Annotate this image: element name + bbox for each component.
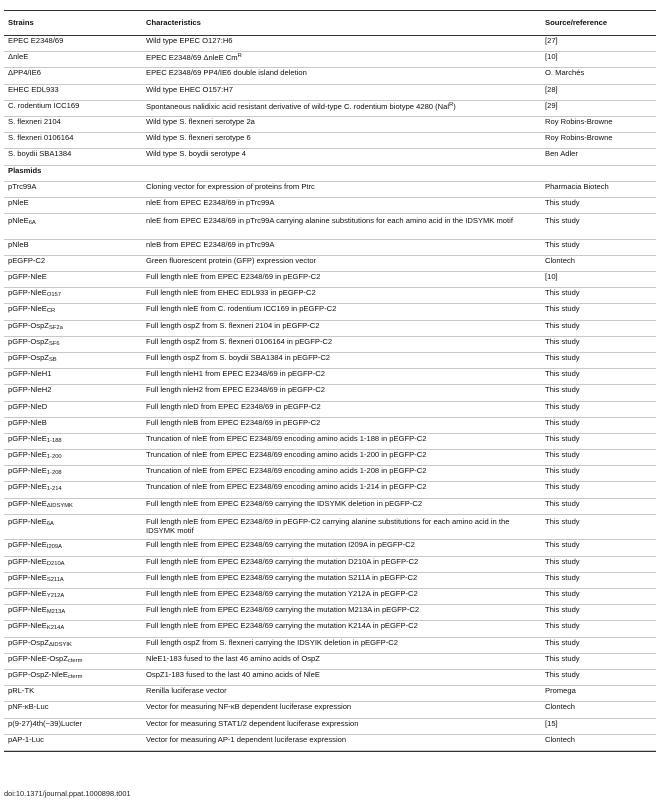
characteristics-cell [142,401,541,417]
table-row [4,433,656,449]
name-cell [4,466,142,482]
table-row [4,718,656,734]
characteristics-cell [142,52,541,68]
source-cell: This study [541,556,656,572]
table-row [4,734,656,750]
strains-plasmids-table [4,10,656,751]
source-cell: This study [541,304,656,320]
table-row [4,197,656,213]
table-row [4,84,656,100]
name-cell [4,304,142,320]
name-text: pGFP-NleB [8,417,47,427]
characteristics-text: OspZ1-183 fused to the last 40 amino acids of NleE [146,669,320,679]
name-cell [4,385,142,401]
characteristics-cell [142,369,541,385]
characteristics-text: Truncation of nleE from EPEC E2348/69 encoding amino acids 1-214 in pEGFP-C2 [146,482,427,492]
characteristics-tail: ) [453,101,456,111]
name-cell [4,255,142,271]
characteristics-text: Cloning vector for expression of proteins from Ptrc [146,181,315,191]
name-cell [4,352,142,368]
characteristics-text: Wild type S. flexneri serotype 2a [146,116,255,126]
characteristics-text: Vector for measuring STAT1/2 dependent luciferase expression [146,718,359,728]
source-cell: Clontech [541,702,656,718]
characteristics-cell [142,197,541,213]
name-subscript: CR [46,308,56,315]
name-cell [4,433,142,449]
source-cell: Roy Robins-Browne [541,116,656,132]
name-text: pGFP-OspZ [8,336,49,346]
name-text: S. boydii SBA1384 [8,149,72,159]
name-text: pEGFP-C2 [8,255,46,265]
table-row [4,52,656,68]
source-cell: This study [541,466,656,482]
source-cell: Pharmacia Biotech [541,181,656,197]
name-subscript: cterm [67,673,83,680]
characteristics-cell [142,466,541,482]
characteristics-cell [142,637,541,653]
name-subscript: M213A [46,609,66,616]
name-text: pGFP-NleE [8,288,47,298]
characteristics-text: Spontaneous nalidixic acid resistant derivative of wild-type C. rodentium biotype 4280 (Nal [146,101,450,111]
characteristics-cell [142,718,541,734]
characteristics-text: Full length nleH1 from EPEC E2348/69 in pEGFP-C2 [146,369,325,379]
source-cell: This study [541,572,656,588]
source-cell: This study [541,417,656,433]
name-text: S. flexneri 0106164 [8,133,74,143]
name-text: pGFP-NleH1 [8,369,52,379]
name-text: pGFP-NleE [8,540,47,550]
characteristics-text: Full length ospZ from S. boydii SBA1384 in pEGFP-C2 [146,352,331,362]
characteristics-cell [142,68,541,84]
characteristics-text: Vector for measuring NF-κB dependent luciferase expression [146,702,352,712]
source-cell: This study [541,401,656,417]
characteristics-cell [142,450,541,466]
name-text: pRL-TK [8,686,35,696]
characteristics-text: Full length nleE from EPEC E2348/69 carrying the IDSYMK deletion in pEGFP-C2 [146,498,423,508]
characteristics-cell [142,36,541,52]
doi-caption: doi:10.1371/journal.ppat.1000898.t001 [4,789,131,798]
header-source: Source/reference [541,10,656,36]
characteristics-text: EPEC E2348/69 PP4/IE6 double island deletion [146,68,307,78]
table-row [4,605,656,621]
name-cell [4,36,142,52]
characteristics-superscript: R [449,101,454,108]
name-subscript: 1-214 [46,486,62,493]
name-subscript: S211A [46,576,64,583]
name-cell [4,637,142,653]
name-text: pAP-1-Luc [8,734,44,744]
characteristics-cell [142,133,541,149]
name-cell [4,621,142,637]
plasmids-heading: Plasmids [4,165,656,181]
table-row [4,498,656,514]
table-row [4,589,656,605]
characteristics-cell [142,84,541,100]
table-row [4,239,656,255]
table-row [4,621,656,637]
name-cell [4,214,142,240]
table-row [4,133,656,149]
name-cell [4,669,142,685]
name-text: ΔnleE [8,52,29,62]
characteristics-text: nleE from EPEC E2348/69 in pTrc99A carrying alanine substitutions for each amino acid in the IDSYMK motif [146,216,513,226]
characteristics-text: Full length nleE from EPEC E2348/69 in pEGFP-C2 [146,272,321,282]
table-row [4,288,656,304]
name-text: pGFP-NleE [8,556,47,566]
name-text: pGFP-NleE [8,572,47,582]
source-cell: This study [541,433,656,449]
name-cell [4,653,142,669]
source-cell: Ben Adler [541,149,656,165]
characteristics-text: nleE from EPEC E2348/69 in pTrc99A [146,197,275,207]
source-cell: This study [541,288,656,304]
name-cell [4,84,142,100]
characteristics-cell [142,417,541,433]
name-subscript: Y212A [46,593,65,599]
characteristics-text: Green fluorescent protein (GFP) expression vector [146,255,317,265]
source-cell: This study [541,605,656,621]
name-subscript: D210A [46,560,65,567]
name-subscript: 1-188 [46,437,62,444]
table-row [4,466,656,482]
source-cell: [10] [541,52,656,68]
characteristics-cell [142,116,541,132]
characteristics-text: Full length nleH2 from EPEC E2348/69 in pEGFP-C2 [146,385,325,395]
table-row [4,540,656,556]
name-cell [4,52,142,68]
name-text: pNF-κB-Luc [8,702,49,712]
characteristics-cell [142,702,541,718]
characteristics-text: EPEC E2348/69 ΔnleE Cm [146,53,238,63]
name-cell [4,197,142,213]
source-cell: [29] [541,100,656,116]
characteristics-text: Truncation of nleE from EPEC E2348/69 encoding amino acids 1-208 in pEGFP-C2 [146,466,427,476]
source-cell: This study [541,385,656,401]
table-row [4,401,656,417]
name-text: pNleB [8,239,29,249]
plasmids-section-row [4,165,656,181]
name-subscript: cterm [67,657,83,664]
table-row [4,214,656,240]
table-row [4,686,656,702]
name-cell [4,288,142,304]
characteristics-cell [142,556,541,572]
name-cell [4,514,142,540]
characteristics-text: Full length nleE from C. rodentium ICC169 in pEGFP-C2 [146,304,337,314]
source-cell: This study [541,336,656,352]
table-row [4,352,656,368]
table-row [4,572,656,588]
characteristics-text: Wild type S. boydii serotype 4 [146,149,247,159]
name-text: pGFP-NleE [8,466,47,476]
table-row [4,272,656,288]
characteristics-cell [142,272,541,288]
source-cell: [15] [541,718,656,734]
characteristics-text: Truncation of nleE from EPEC E2348/69 encoding amino acids 1-188 in pEGFP-C2 [146,433,427,443]
name-subscript: SF2a [48,324,63,331]
characteristics-cell [142,320,541,336]
table-row [4,450,656,466]
name-cell [4,272,142,288]
name-text: pGFP-OspZ [8,352,49,362]
characteristics-text: Full length nleE from EPEC E2348/69 carrying the mutation K214A in pEGFP-C2 [146,621,418,631]
characteristics-cell [142,304,541,320]
characteristics-cell [142,352,541,368]
source-cell: [28] [541,84,656,100]
table-row [4,702,656,718]
source-cell: This study [541,450,656,466]
name-text: pGFP-NleE [8,605,47,615]
characteristics-text: Renilla luciferase vector [146,686,227,696]
name-text: p(9-27)4th(−39)Lucter [8,718,83,728]
name-text: pGFP-NleH2 [8,385,52,395]
name-cell [4,556,142,572]
source-cell: Clontech [541,255,656,271]
characteristics-cell [142,181,541,197]
characteristics-text: Full length nleE from EPEC E2348/69 carrying the mutation I209A in pEGFP-C2 [146,540,415,550]
source-cell: This study [541,621,656,637]
name-cell [4,100,142,116]
characteristics-cell [142,605,541,621]
name-cell [4,572,142,588]
name-cell [4,336,142,352]
name-cell [4,181,142,197]
characteristics-superscript: R [237,53,242,60]
name-cell [4,686,142,702]
name-subscript: I209A [46,544,62,551]
table-row [4,116,656,132]
name-text: pNleE [8,197,29,207]
name-subscript: SF6 [48,340,60,347]
name-text: pGFP-NleE [8,516,47,526]
source-cell: This study [541,197,656,213]
source-cell: Clontech [541,734,656,750]
characteristics-text: Full length nleD from EPEC E2348/69 in pEGFP-C2 [146,401,321,411]
characteristics-cell [142,540,541,556]
table-row [4,669,656,685]
name-text: ΔPP4/IE6 [8,68,41,78]
table-row [4,637,656,653]
name-text: pGFP-NleE-OspZ [8,653,68,663]
table-row [4,149,656,165]
source-cell: This study [541,540,656,556]
characteristics-text: Vector for measuring AP-1 dependent luciferase expression [146,734,347,744]
source-cell: This study [541,514,656,540]
characteristics-cell [142,214,541,240]
characteristics-cell [142,255,541,271]
source-cell: [10] [541,272,656,288]
source-cell: This study [541,669,656,685]
source-cell: Promega [541,686,656,702]
name-subscript: 6A [28,220,36,227]
name-cell [4,540,142,556]
table-row [4,320,656,336]
name-cell [4,417,142,433]
name-text: pGFP-OspZ-NleE [8,669,68,679]
characteristics-text: Full length nleE from EPEC E2348/69 carrying the mutation Y212A in pEGFP-C2 [146,589,418,598]
characteristics-text: Full length nleE from EPEC E2348/69 carrying the mutation D210A in pEGFP-C2 [146,556,419,566]
name-text: S. flexneri 2104 [8,116,61,126]
name-cell [4,133,142,149]
name-cell [4,498,142,514]
source-cell: This study [541,320,656,336]
name-text: pGFP-OspZ [8,320,49,330]
characteristics-text: Full length nleE from EPEC E2348/69 in pEGFP-C2 carrying alanine substitutions for each amino acid in the IDSYMK motif [146,516,510,536]
characteristics-text: nleB from EPEC E2348/69 in pTrc99A [146,239,275,249]
name-text: pGFP-OspZ [8,637,49,647]
characteristics-text: Wild type S. flexneri serotype 6 [146,133,251,143]
source-cell: This study [541,498,656,514]
characteristics-cell [142,482,541,498]
table-row [4,385,656,401]
name-text: pGFP-NleE [8,621,47,631]
name-cell [4,369,142,385]
name-subscript: 1-208 [46,470,62,477]
header-strains: Strains [4,10,142,36]
source-cell: This study [541,352,656,368]
table-row [4,255,656,271]
name-text: pGFP-NleE [8,433,47,443]
table-row [4,336,656,352]
source-cell: This study [541,482,656,498]
source-cell: This study [541,637,656,653]
source-cell: This study [541,239,656,255]
name-text: pGFP-NleE [8,482,47,492]
table-row [4,68,656,84]
name-subscript: 1-200 [46,454,62,461]
name-text: pTrc99A [8,181,37,191]
characteristics-text: Full length ospZ from S. flexneri 0106164 in pEGFP-C2 [146,336,333,346]
source-cell: This study [541,589,656,605]
characteristics-cell [142,100,541,116]
source-cell: This study [541,369,656,385]
name-text: pNleE [8,216,29,226]
table-row [4,304,656,320]
table-body [4,36,656,751]
name-text: pGFP-NleE [8,498,47,508]
name-subscript: ΔIDSYMK [46,502,73,509]
table-row [4,653,656,669]
characteristics-cell [142,149,541,165]
name-cell [4,589,142,605]
name-subscript: O157 [46,292,62,299]
name-text: pGFP-NleE [8,450,47,460]
name-cell [4,450,142,466]
characteristics-cell [142,514,541,540]
characteristics-cell [142,621,541,637]
name-text: pGFP-NleD [8,401,48,411]
source-cell: Roy Robins-Browne [541,133,656,149]
name-subscript: SB [48,356,57,363]
name-text: C. rodentium ICC169 [8,100,80,110]
name-cell [4,482,142,498]
header-characteristics: Characteristics [142,10,541,36]
characteristics-cell [142,288,541,304]
name-cell [4,68,142,84]
characteristics-text: Full length ospZ from S. flexneri 2104 in pEGFP-C2 [146,320,320,330]
name-cell [4,702,142,718]
characteristics-text: Full length nleB from EPEC E2348/69 in pEGFP-C2 [146,417,321,427]
name-subscript: 6A [46,520,54,527]
name-text: pGFP-NleE [8,304,47,314]
characteristics-cell [142,433,541,449]
name-cell [4,718,142,734]
characteristics-text: NleE1-183 fused to the last 46 amino acids of OspZ [146,653,320,663]
characteristics-cell [142,385,541,401]
name-cell [4,605,142,621]
characteristics-cell [142,239,541,255]
source-cell: This study [541,214,656,240]
name-text: EPEC E2348/69 [8,36,64,45]
table-row [4,417,656,433]
characteristics-cell [142,498,541,514]
name-cell [4,116,142,132]
table-bottom-rule [4,751,656,752]
characteristics-text: Full length nleE from EPEC E2348/69 carrying the mutation M213A in pEGFP-C2 [146,605,420,615]
name-subscript: K214A [46,625,65,632]
name-text: EHEC EDL933 [8,84,59,94]
characteristics-cell [142,572,541,588]
characteristics-text: Full length ospZ from S. flexneri carrying the IDSYIK deletion in pEGFP-C2 [146,637,398,647]
characteristics-cell [142,653,541,669]
name-cell [4,239,142,255]
name-subscript: ΔIDSYIK [48,641,72,648]
characteristics-text: Wild type EPEC O127:H6 [146,36,233,45]
characteristics-cell [142,336,541,352]
table-row [4,482,656,498]
table-row [4,100,656,116]
characteristics-text: Full length nleE from EPEC E2348/69 carrying the mutation S211A in pEGFP-C2 [146,572,418,582]
characteristics-text: Full length nleE from EHEC EDL933 in pEGFP-C2 [146,288,316,298]
name-text: pGFP-NleE [8,589,47,598]
characteristics-text: Truncation of nleE from EPEC E2348/69 encoding amino acids 1-200 in pEGFP-C2 [146,450,427,460]
characteristics-cell [142,686,541,702]
table-row [4,514,656,540]
characteristics-text: Wild type EHEC O157:H7 [146,84,233,94]
table-row [4,181,656,197]
table-header-row [4,10,656,36]
name-cell [4,401,142,417]
name-cell [4,149,142,165]
source-cell: [27] [541,36,656,52]
table-row [4,556,656,572]
table-row [4,36,656,52]
characteristics-cell [142,734,541,750]
name-text: pGFP-NleE [8,272,47,282]
table-row [4,369,656,385]
characteristics-cell [142,669,541,685]
source-cell: This study [541,653,656,669]
name-cell [4,320,142,336]
name-cell [4,734,142,750]
source-cell: O. Marchés [541,68,656,84]
characteristics-cell [142,589,541,605]
